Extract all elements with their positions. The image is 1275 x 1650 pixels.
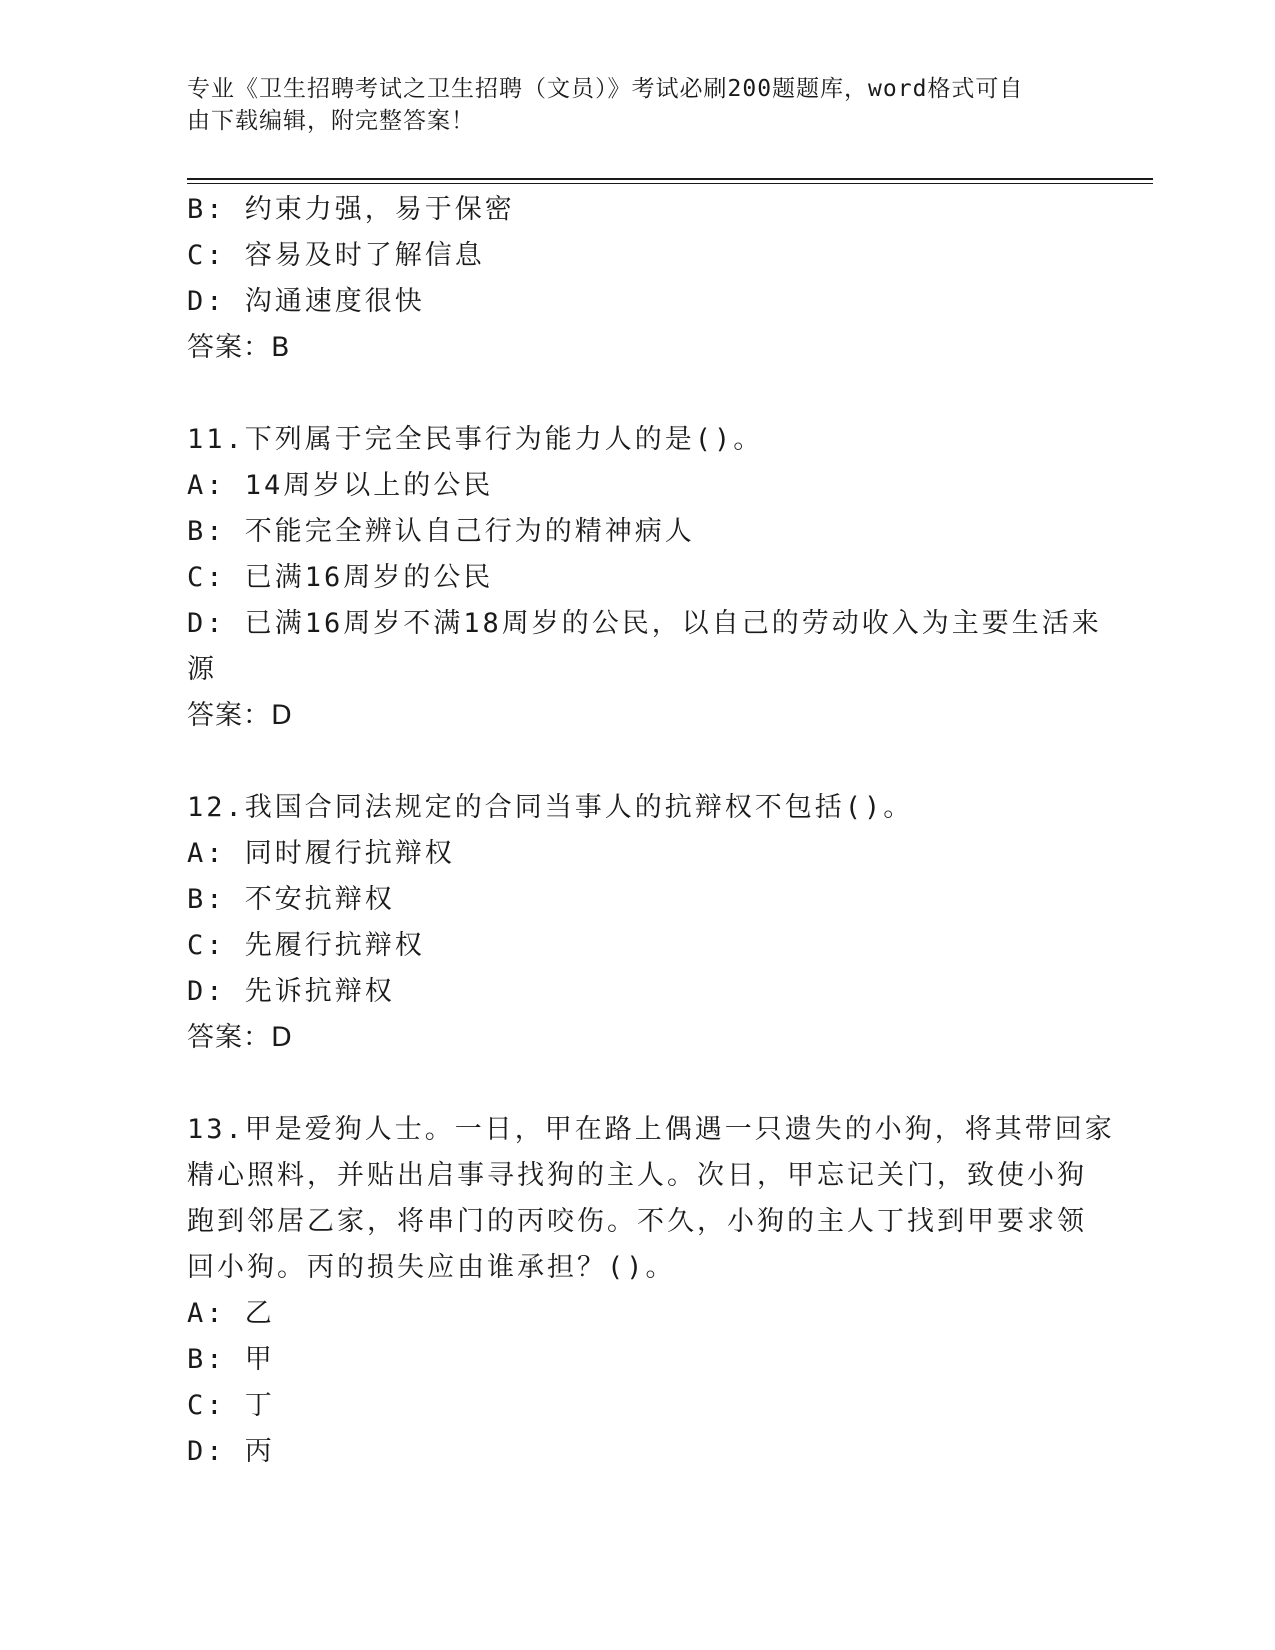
- option-b: B: 甲: [187, 1344, 275, 1375]
- header-divider: [187, 178, 1153, 184]
- option-c: C: 丁: [187, 1390, 275, 1421]
- option-b: B: 约束力强，易于保密: [187, 194, 515, 225]
- option-c: C: 已满16周岁的公民: [187, 562, 494, 593]
- answer-label: 答案：D: [187, 1022, 293, 1053]
- document-body: [187, 187, 1115, 1475]
- option-b: B: 不安抗辩权: [187, 884, 395, 915]
- question-text-line-1: 13.甲是爱狗人士。一日，甲在路上偶遇一只遗失的小狗，将其带回家: [187, 1114, 1115, 1145]
- question-12-block: [187, 785, 1087, 1061]
- question-13-block: [187, 1107, 1115, 1475]
- option-a: A: 14周岁以上的公民: [187, 470, 494, 501]
- option-d: D: 丙: [187, 1436, 275, 1467]
- question-text-line-3: 跑到邻居乙家，将串门的丙咬伤。不久，小狗的主人丁找到甲要求领: [187, 1206, 1087, 1237]
- option-c: C: 先履行抗辩权: [187, 930, 425, 961]
- option-c: C: 容易及时了解信息: [187, 240, 485, 271]
- option-b: B: 不能完全辨认自己行为的精神病人: [187, 516, 695, 547]
- option-a: A: 同时履行抗辩权: [187, 838, 455, 869]
- question-10-block: [187, 187, 1087, 371]
- option-d: D: 沟通速度很快: [187, 286, 425, 317]
- option-d: D: 先诉抗辩权: [187, 976, 395, 1007]
- option-a: A: 乙: [187, 1298, 275, 1329]
- option-d-continuation: 源: [187, 654, 217, 685]
- question-text: 11.下列属于完全民事行为能力人的是()。: [187, 424, 764, 455]
- question-text-line-2: 精心照料，并贴出启事寻找狗的主人。次日，甲忘记关门，致使小狗: [187, 1160, 1087, 1191]
- header-line-1: 专业《卫生招聘考试之卫生招聘（文员）》考试必刷200题题库，word格式可自: [187, 76, 1024, 102]
- answer-label: 答案：D: [187, 700, 293, 731]
- question-text: 12.我国合同法规定的合同当事人的抗辩权不包括()。: [187, 792, 914, 823]
- document-header: [187, 73, 1067, 137]
- question-text-line-4: 回小狗。丙的损失应由谁承担？()。: [187, 1252, 676, 1283]
- question-11-block: [187, 417, 1102, 739]
- answer-label: 答案：B: [187, 332, 291, 363]
- header-line-2: 由下载编辑，附完整答案！: [187, 108, 475, 134]
- option-d: D: 已满16周岁不满18周岁的公民，以自己的劳动收入为主要生活来: [187, 608, 1102, 639]
